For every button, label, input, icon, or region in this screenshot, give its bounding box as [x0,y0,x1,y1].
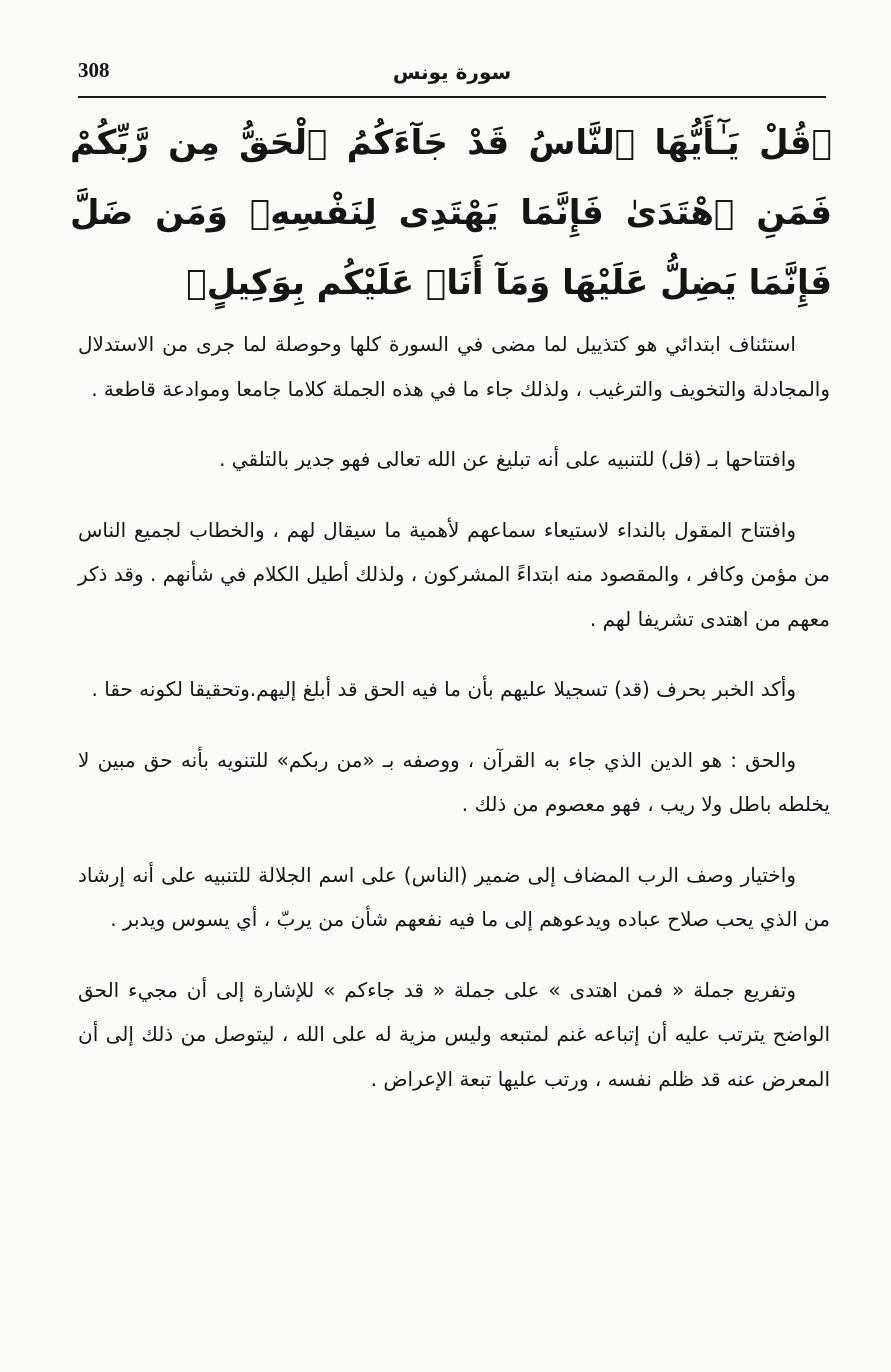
page-header [78,56,826,98]
quran-verse: ﴿قُلْ يَـٰٓأَيُّهَا ٱلنَّاسُ قَدْ جَآءَكُمُ ٱلْحَقُّ مِن رَّبِّكُمْ فَمَنِ ٱهْتَدَىٰ فَإِنَّمَا يَهْتَدِى لِنَفْسِهِۦ وَمَن ضَلَّ فَإِنَّمَا يَضِلُّ عَلَيْهَا وَمَآ أَنَا۠ عَلَيْكُم بِوَكِيلٍ﴾ [70,123,832,303]
commentary-paragraph: واختيار وصف الرب المضاف إلى ضمير (الناس) على اسم الجلالة للتنبيه على أنه إرشاد من الذي يحب صلاح عباده ويدعوهم إلى ما فيه نفعهم شأن من يربّ ، أي يسوس ويدبر . [78,862,830,931]
page-number: 308 [78,58,110,82]
commentary-paragraph: وأكد الخبر بحرف (قد) تسجيلا عليهم بأن ما فيه الحق قد أبلغ إليهم.وتحقيقا لكونه حقا . [91,677,796,701]
commentary-paragraph: وتفريع جملة « فمن اهتدى » على جملة « قد جاءكم » للإشارة إلى أن مجيء الحق الواضح يترتب عليه أن إتباعه غنم لمتبعه وليس مزية له على الله ، ليتوصل من ذلك إلى أن المعرض عنه قد ظلم نفسه ، ورتب عليها تبعة الإعراض . [78,977,830,1091]
commentary-paragraph: وافتتاح المقول بالنداء لاستيعاء سماعهم لأهمية ما سيقال لهم ، والخطاب لجميع الناس من مؤمن وكافر ، والمقصود منه ابتداءً المشركون ، ولذلك أطيل الكلام في شأنهم . وقد ذكر معهم من اهتدى تشريفا لهم . [78,517,830,631]
surah-title: سورة يونس [392,60,512,84]
commentary-paragraph: وافتتاحها بـ (قل) للتنبيه على أنه تبليغ عن الله تعالى فهو جدير بالتلقي . [219,447,796,471]
commentary-paragraph: استئناف ابتدائي هو كتذييل لما مضى في السورة كلها وحوصلة لما جرى من الاستدلال والمجادلة والتخويف والترغيب ، ولذلك جاء ما في هذه الجملة كلاما جامعا وموادعة قاطعة . [78,332,830,401]
commentary-paragraph: والحق : هو الدين الذي جاء به القرآن ، ووصفه بـ «من ربكم» للتنويه بأنه حق مبين لا يخلطه باطل ولا ريب ، فهو معصوم من ذلك . [78,747,830,816]
commentary-body [78,322,830,1127]
